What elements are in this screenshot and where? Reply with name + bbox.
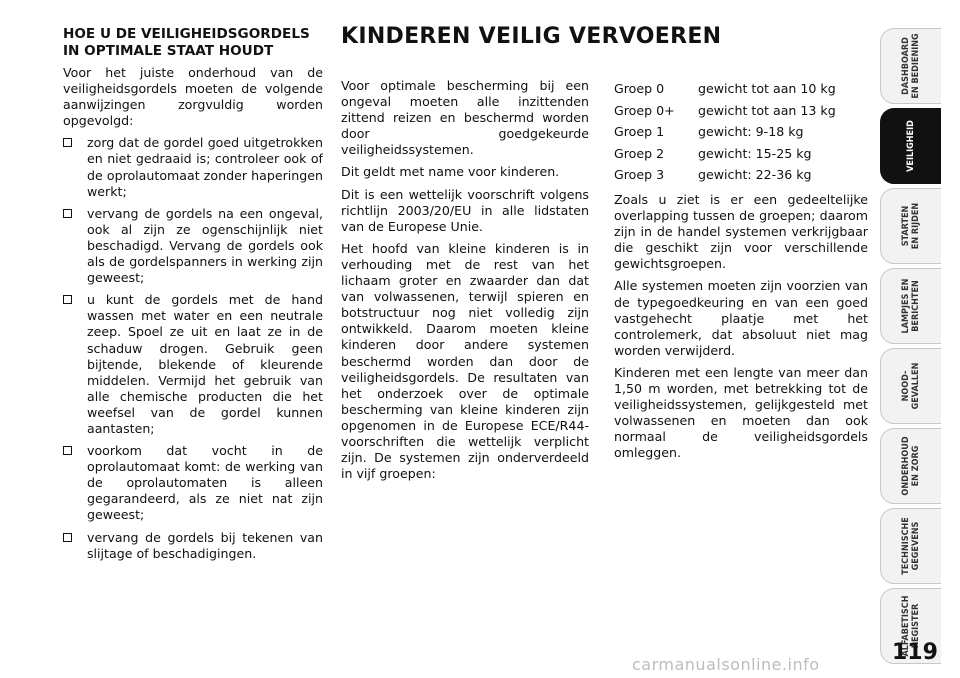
tab-label: ONDERHOUD EN ZORG [901,436,921,496]
list-item: vervang de gordels bij tekenen van slijtage of beschadigingen. [63,530,323,562]
section-intro: Voor het juiste onderhoud van de veiligheidsgordels moeten de volgende aanwijzingen zorgvuldig worden opgevolgd: [63,65,323,129]
paragraph: Zoals u ziet is er een gedeeltelijke overlapping tussen de groepen; daarom zijn in de handel systemen verkrijgbaar die geschikt zijn voor verschillende gewichtsgroepen. [614,191,868,272]
paragraph: Dit geldt met name voor kinderen. [341,164,560,180]
group-row [614,121,868,143]
tab-onderhoud[interactable] [880,428,941,504]
tab-noodgevallen[interactable] [880,348,941,424]
right-column [614,78,868,467]
chapter-tabs [880,28,960,668]
group-row [614,100,868,122]
tab-starten[interactable] [880,188,941,264]
paragraph: Voor optimale bescherming bij een ongeval moeten alle inzittenden zittend reizen en beschermd worden door goedgekeurde veiligheidssystemen. [341,78,589,158]
paragraph: Kinderen met een lengte van meer dan 1,50 m worden, met betrekking tot de veiligheidssystemen, gelijkgesteld met volwassenen en moeten dan ook normaal de veiligheidsgordels omleggen. [614,364,868,461]
group-weight: gewicht tot aan 10 kg [698,81,836,96]
tab-veiligheid[interactable] [880,108,941,184]
tab-dashboard[interactable] [880,28,941,104]
group-weight: gewicht: 22-36 kg [698,167,812,183]
group-weight: gewicht tot aan 13 kg [698,102,836,118]
list-item: voorkom dat vocht in de oprolautomaat komt: de werking van de oprolautomaten is alleen gegarandeerd, als ze niet nat zijn geweest; [63,443,323,523]
weight-groups-list [614,78,868,186]
list-item: zorg dat de gordel goed uitgetrokken en niet gedraaid is; controleer ook of de oprolautomaat zonder haperingen werkt; [63,135,323,199]
tab-label: ALFABETISCH REGISTER [901,595,921,657]
group-row [614,143,868,165]
group-name: Groep 0 [614,81,665,96]
tab-label: TECHNISCHE GEGEVENS [901,517,921,575]
middle-column [341,78,589,488]
group-name: Groep 0+ [614,102,675,118]
group-row [614,164,868,186]
group-name: Groep 3 [614,167,665,183]
tab-technische[interactable] [880,508,941,584]
tab-lampjes[interactable] [880,268,941,344]
maintenance-list [63,135,323,561]
tab-label: LAMPJES EN BERICHTEN [901,278,921,334]
checkbox-bullet-icon [63,446,72,455]
list-item: u kunt de gordels met de hand wassen met water en een neutrale zeep. Spoel ze uit en laat ze in de schaduw drogen. Gebruik geen bijtende, blekende of kleurende middelen. Vermijd het gebruik van alle chemische producten die het weefsel van de gordel kunnen aantasten; [63,292,323,437]
left-column [63,26,323,568]
paragraph: Het hoofd van kleine kinderen is in verhouding met de rest van het lichaam groter en zwaarder dan dat van volwassenen, terwijl spieren en botstructuur nog niet volledig zijn ontwikkeld. Daarom moeten kleine kinderen door andere systemen beschermd worden dan door de veiligheidsgordels. De resultaten van het onderzoek over de optimale bescherming van kleine kinderen zijn opgenomen in de Europese ECE/R44-voorschriften die wettelijk verplicht zijn. De systemen zijn onderverdeeld in vijf groepen: [341,240,589,482]
tab-label: NOOD- GEVALLEN [901,362,921,410]
paragraph: Alle systemen moeten zijn voorzien van de typegoedkeuring en van een goed vastgehecht plaatje met het controlemerk, dat absoluut niet mag worden verwijderd. [614,278,868,358]
tab-label: DASHBOARD EN BEDIENING [901,33,921,99]
group-name: Groep 1 [614,124,665,140]
group-weight: gewicht: 15-25 kg [698,145,812,161]
tab-label: STARTEN EN RIJDEN [901,202,921,250]
group-row [614,78,868,100]
tab-label: VEILIGHEID [906,120,916,172]
page-number: 119 [892,640,938,665]
watermark-text: carmanualsonline.info [632,655,820,674]
page-title: KINDEREN VEILIG VERVOEREN [341,24,722,49]
checkbox-bullet-icon [63,295,72,304]
group-weight: gewicht: 9-18 kg [698,124,804,140]
checkbox-bullet-icon [63,138,72,147]
checkbox-bullet-icon [63,209,72,218]
group-name: Groep 2 [614,145,665,161]
section-title: HOE U DE VEILIGHEIDSGORDELS IN OPTIMALE STAAT HOUDT [63,26,310,59]
paragraph: Dit is een wettelijk voorschrift volgens richtlijn 2003/20/EU in alle lidstaten van de Europese Unie. [341,186,589,234]
list-item: vervang de gordels na een ongeval, ook al zijn ze ogenschijnlijk niet beschadigd. Vervang de gordels ook als de gordelspanners in werking zijn geweest; [63,206,323,286]
checkbox-bullet-icon [63,533,72,542]
